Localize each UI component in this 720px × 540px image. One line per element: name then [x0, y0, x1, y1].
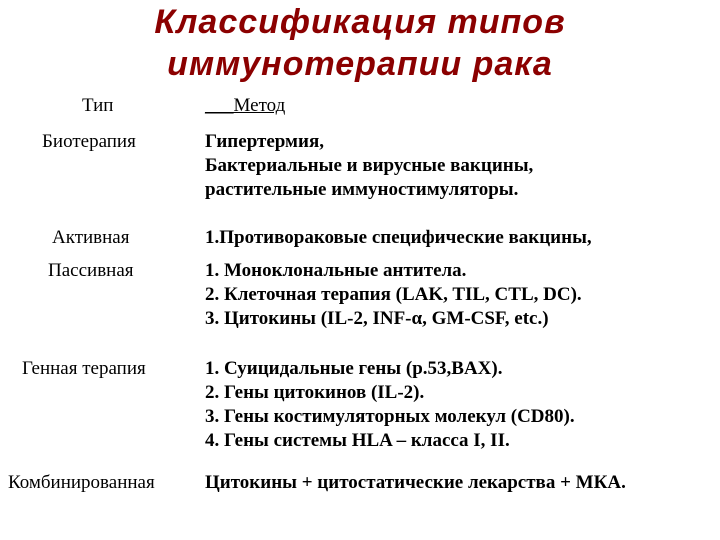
column-header-method-label: Метод — [233, 95, 286, 116]
title-line-2: иммунотерапии рака — [167, 45, 553, 83]
method-line: 1. Моноклональные антитела. — [205, 260, 467, 281]
row-methods-gene — [205, 357, 575, 453]
row-methods-biotherapy — [205, 130, 533, 202]
row-type-biotherapy: Биотерапия — [42, 131, 136, 152]
method-line: 1. Суицидальные гены (p.53,BAX). — [205, 358, 503, 379]
method-line: Бактериальные и вирусные вакцины, — [205, 155, 534, 176]
method-line: растительные иммуностимуляторы. — [205, 179, 519, 200]
method-line: 4. Гены системы HLA – класса I, II. — [205, 430, 510, 451]
title-line-1: Классификация типов — [154, 3, 566, 41]
row-methods-combined — [205, 471, 626, 495]
method-line: Гипертермия, — [205, 131, 324, 152]
column-header-method-lead: ___ — [205, 95, 234, 116]
method-line: Цитокины + цитостатические лекарства + МКА. — [205, 472, 626, 493]
method-line: 3. Цитокины (IL-2, INF-α, GM-CSF, etc.) — [205, 308, 549, 329]
row-methods-passive — [205, 259, 582, 331]
column-header-type: Тип — [82, 95, 114, 116]
column-header-method — [205, 94, 285, 118]
row-methods-active — [205, 226, 592, 250]
method-line: 3. Гены костимуляторных молекул (CD80). — [205, 406, 575, 427]
method-line: 1.Противораковые специфические вакцины, — [205, 227, 592, 248]
method-line: 2. Клеточная терапия (LAK, TIL, CTL, DC). — [205, 284, 582, 305]
row-type-combined: Комбинированная — [8, 472, 155, 493]
row-type-passive: Пассивная — [48, 260, 134, 281]
row-type-gene: Генная терапия — [22, 358, 146, 379]
row-type-active: Активная — [52, 227, 130, 248]
method-line: 2. Гены цитокинов (IL-2). — [205, 382, 425, 403]
